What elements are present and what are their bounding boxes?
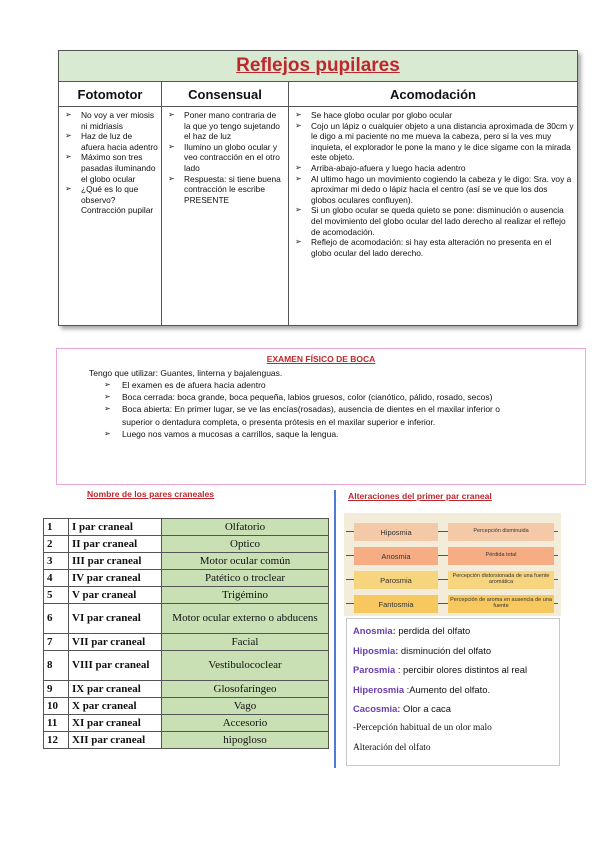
- table-row: [44, 587, 329, 604]
- list-item: ➢ El examen es de afuera hacia adentro: [104, 379, 504, 391]
- definition-term: Hiposmia:: [353, 644, 399, 656]
- definition-text: :Aumento del olfato.: [404, 683, 491, 695]
- diagram-term: Anosmia: [354, 547, 438, 565]
- pares-name-cell: IV par craneal: [69, 570, 162, 587]
- examen-intro: Tengo que utilizar: Guantes, linterna y bajalenguas.: [89, 368, 283, 378]
- list-item: ➢ Luego nos vamos a mucosas a carrillos, saque la lengua.: [104, 428, 504, 440]
- diagram-description: Pérdida total: [448, 547, 554, 565]
- definition-text: disminución del olfato: [398, 644, 492, 656]
- list-item: ➢ Reflejo de acomodación: si hay esta alteración no presenta en el globo ocular del lado derecho.: [295, 237, 574, 258]
- pares-function-cell: Patético o troclear: [162, 570, 329, 587]
- list-item: ➢ Máximo son tres pasadas iluminando el globo ocular: [65, 152, 158, 184]
- alteraciones-diagram: [344, 513, 561, 616]
- definition-item: [353, 625, 559, 636]
- list-item: ➢ Boca cerrada: boca grande, boca pequeña, labios gruesos, color (cianótico, pálido, rosado, secos): [104, 391, 504, 403]
- pares-name-cell: XII par craneal: [69, 732, 162, 749]
- reflejos-title: Reflejos pupilares: [236, 55, 400, 76]
- pares-name-cell: V par craneal: [69, 587, 162, 604]
- diagram-row: [344, 571, 561, 589]
- list-item: ➢ No voy a ver miosis ni midriasis: [65, 110, 158, 131]
- pares-num-cell: 5: [44, 587, 69, 604]
- alteraciones-title: Alteraciones del primer par craneal: [348, 491, 492, 501]
- list-item: ➢ ¿Qué es lo que observo? Contracción pupilar: [65, 184, 158, 216]
- definition-item: [353, 645, 559, 656]
- vertical-divider: [334, 490, 336, 768]
- reflejos-body-row: [59, 107, 577, 326]
- pares-name-cell: X par craneal: [69, 698, 162, 715]
- diagram-description: Percepción disminuida: [448, 523, 554, 541]
- definition-term: Parosmia: [353, 664, 396, 675]
- acomodacion-column: [289, 107, 577, 326]
- pares-num-cell: 2: [44, 536, 69, 553]
- pares-num-cell: 6: [44, 604, 69, 634]
- header-fotomotor: Fotomotor: [59, 82, 162, 106]
- pares-craneales-table: [43, 518, 329, 749]
- acomodacion-list: [295, 110, 574, 258]
- pares-function-cell: Glosofaríngeo: [162, 681, 329, 698]
- pares-num-cell: 1: [44, 519, 69, 536]
- header-acomodacion: Acomodación: [390, 86, 476, 102]
- diagram-term: Parosmia: [354, 571, 438, 589]
- pares-num-cell: 8: [44, 651, 69, 681]
- diagram-row: [344, 547, 561, 565]
- pares-function-cell: Olfatorio: [162, 519, 329, 536]
- pares-name-cell: XI par craneal: [69, 715, 162, 732]
- pares-function-cell: Accesorio: [162, 715, 329, 732]
- table-row: [44, 681, 329, 698]
- pares-function-cell: Vestibulococlear: [162, 651, 329, 681]
- pares-name-cell: III par craneal: [69, 553, 162, 570]
- pares-function-cell: Vago: [162, 698, 329, 715]
- definition-term: Cacosmia:: [353, 703, 401, 714]
- header-consensual: Consensual: [162, 82, 289, 106]
- pares-function-cell: Optico: [162, 536, 329, 553]
- pares-num-cell: 3: [44, 553, 69, 570]
- pares-name-cell: VIII par craneal: [69, 651, 162, 681]
- pares-name-cell: I par craneal: [69, 519, 162, 536]
- pares-table-body: [44, 519, 329, 749]
- table-row: [44, 698, 329, 715]
- table-row: [44, 553, 329, 570]
- definition-text: : percibir olores distintos al real: [395, 664, 528, 675]
- reflejos-header-row: [59, 82, 577, 107]
- pares-name-cell: VI par craneal: [69, 604, 162, 634]
- diagram-description: Percepción distorsionada de una fuente aromática: [448, 571, 554, 589]
- list-item: ➢ Cojo un lápiz o cualquier objeto a una distancia aproximada de 30cm y le digo a mi paciente no me mueva la cabeza, pero si la ves muy inquieta, el explorador le pone la mano y le dice sígame con la mirada este objeto.: [295, 121, 574, 163]
- pares-name-cell: VII par craneal: [69, 634, 162, 651]
- list-item: ➢ Haz de luz de afuera hacia adentro: [65, 131, 158, 152]
- table-row: [44, 715, 329, 732]
- consensual-list: [168, 110, 285, 205]
- pares-num-cell: 4: [44, 570, 69, 587]
- examen-fisico-boca-box: [56, 348, 586, 485]
- diagram-term: Fantosmia: [354, 595, 438, 613]
- list-item: ➢ Se hace globo ocular por globo ocular: [295, 110, 574, 121]
- definition-term: Hiperosmia: [353, 683, 405, 695]
- table-row: [44, 519, 329, 536]
- diagram-row: [344, 523, 561, 541]
- definition-item: [353, 684, 559, 695]
- pares-function-cell: Trigémino: [162, 587, 329, 604]
- pares-num-cell: 7: [44, 634, 69, 651]
- pares-name-cell: IX par craneal: [69, 681, 162, 698]
- pares-function-cell: Facial: [162, 634, 329, 651]
- consensual-column: [162, 107, 289, 326]
- list-item: ➢ Si un globo ocular se queda quieto se pone: disminución o ausencia del movimiento del globo ocular del lado derecho al realizar el reflejo de acomodación.: [295, 205, 574, 237]
- definition-item: [353, 664, 559, 675]
- examen-list: [104, 379, 504, 440]
- pares-num-cell: 10: [44, 698, 69, 715]
- extra-note: -Percepción habitual de un olor malo: [353, 722, 492, 733]
- list-item: ➢ Boca abierta: En primer lugar, se ve las encías(rosadas), ausencia de dientes en el maxilar inferior o superior o dentadura completa, o presenta prótesis en el maxilar superior e inferior.: [104, 403, 504, 427]
- diagram-description: Percepción de aroma en ausencia de una fuente: [448, 595, 554, 613]
- table-row: [44, 570, 329, 587]
- extra-note: Alteración del olfato: [353, 742, 431, 753]
- table-row: [44, 604, 329, 634]
- list-item: ➢ Arriba-abajo-afuera y luego hacia adentro: [295, 163, 574, 174]
- pares-function-cell: Motor ocular común: [162, 553, 329, 570]
- list-item: ➢ Ilumino un globo ocular y veo contracción en el otro lado: [168, 142, 285, 174]
- alteraciones-definitions: [346, 618, 560, 766]
- table-row: [44, 634, 329, 651]
- table-row: [44, 732, 329, 749]
- pares-function-cell: hipogloso: [162, 732, 329, 749]
- definition-term: Anosmia:: [353, 625, 396, 636]
- fotomotor-column: [59, 107, 162, 326]
- pares-num-cell: 9: [44, 681, 69, 698]
- fotomotor-list: [65, 110, 158, 216]
- definition-item: [353, 703, 559, 714]
- list-item: ➢ Poner mano contraria de la que yo tengo sujetando el haz de luz: [168, 110, 285, 142]
- definition-text: Olor a caca: [400, 703, 451, 714]
- pares-name-cell: II par craneal: [69, 536, 162, 553]
- definition-text: perdida del olfato: [395, 625, 471, 636]
- pares-num-cell: 11: [44, 715, 69, 732]
- table-row: [44, 536, 329, 553]
- reflejos-pupilares-table: [58, 50, 578, 326]
- table-row: [44, 651, 329, 681]
- pares-craneales-title: Nombre de los pares craneales: [87, 489, 215, 499]
- diagram-term: Hiposmia: [354, 523, 438, 541]
- examen-title: EXAMEN FÍSICO DE BOCA: [266, 354, 376, 364]
- list-item: ➢ Respuesta: si tiene buena contracción le escribe PRESENTE: [168, 174, 285, 206]
- pares-num-cell: 12: [44, 732, 69, 749]
- list-item: ➢ Al ultimo hago un movimiento cogiendo la cabeza y le digo: Sra. voy a aproximar mi dedo o lápiz hacia el centro (así se ve que los dos globos oculares confluyen).: [295, 174, 574, 206]
- diagram-row: [344, 595, 561, 613]
- pares-function-cell: Motor ocular externo o abducens: [162, 604, 329, 634]
- reflejos-title-row: [59, 51, 577, 82]
